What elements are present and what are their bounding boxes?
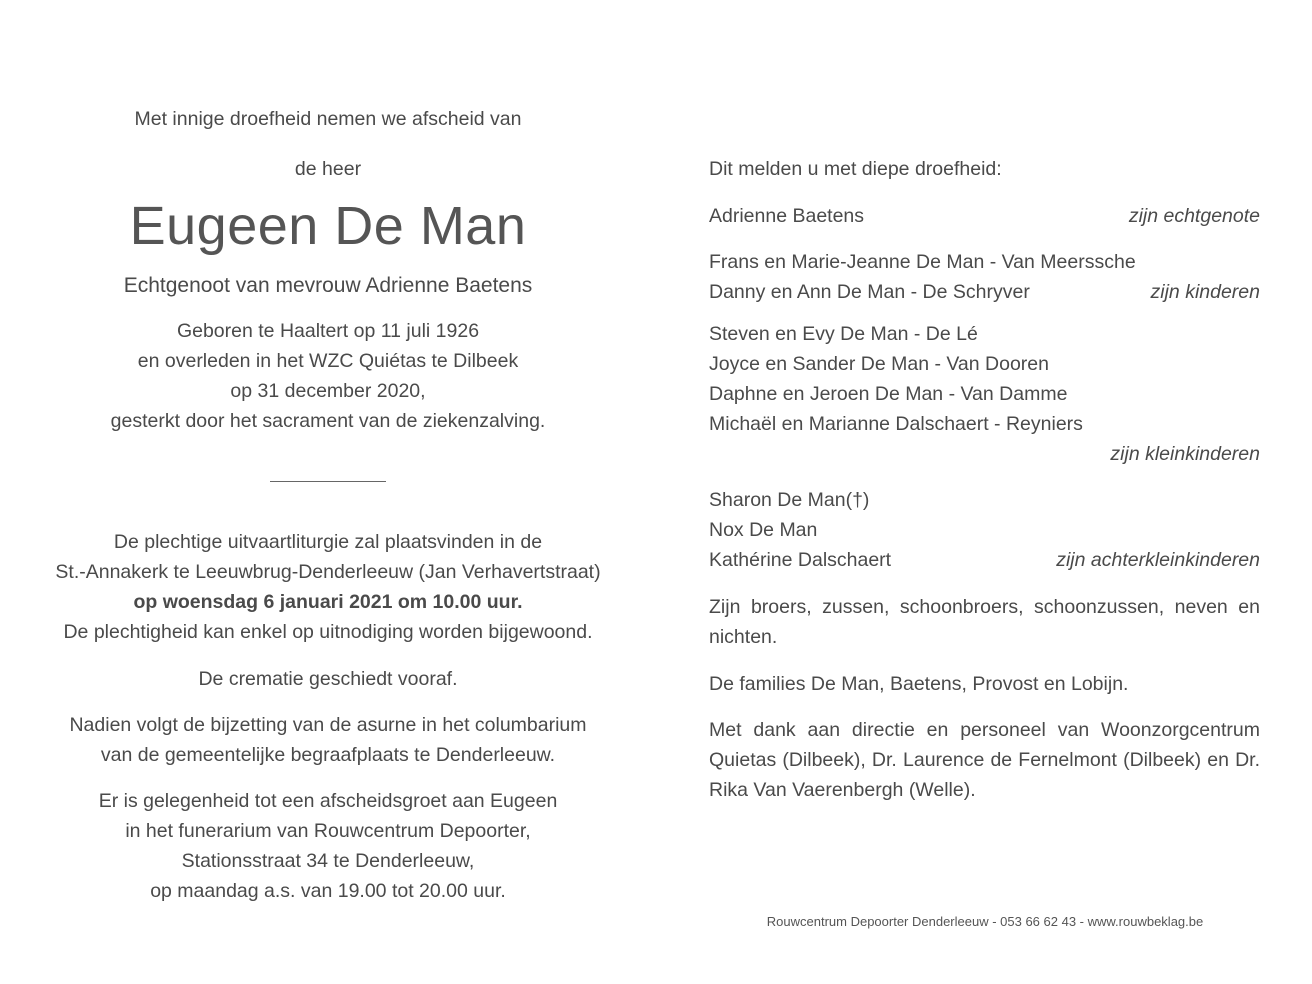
liturgy-line: De plechtigheid kan enkel op uitnodiging worden bijgewoond.	[63, 621, 593, 643]
farewell-block	[28, 786, 628, 906]
divider	[270, 481, 386, 482]
intro-text: Met innige droefheid nemen we afscheid van	[134, 108, 522, 130]
child-row	[709, 277, 1260, 307]
families-paragraph: De families De Man, Baetens, Provost en Lobijn.	[709, 673, 1129, 695]
liturgy-block	[28, 527, 628, 647]
grandchild-row: Joyce en Sander De Man - Van Dooren	[709, 353, 1049, 375]
farewell-line: Er is gelegenheid tot een afscheidsgroet aan Eugeen	[98, 790, 558, 812]
great-grandchildren-role: zijn achterkleinkinderen	[1056, 549, 1260, 571]
liturgy-line: De plechtige uitvaartliturgie zal plaatsvinden in de	[113, 531, 543, 553]
mourners-heading: Dit melden u met diepe droefheid:	[709, 158, 1002, 180]
urn-block	[28, 710, 628, 770]
bio-line: Geboren te Haaltert op 11 juli 1926	[176, 320, 480, 342]
grandchildren-role: zijn kleinkinderen	[1110, 443, 1260, 465]
grandchild-row: Daphne en Jeroen De Man - Van Damme	[709, 383, 1068, 405]
great-grandchild-row: Sharon De Man(†)	[709, 489, 870, 511]
grandchild-row: Steven en Evy De Man - De Lé	[709, 323, 978, 345]
spouse-line: Echtgenoot van mevrouw Adrienne Baetens	[123, 274, 533, 297]
footer-contact: Rouwcentrum Depoorter Denderleeuw - 053 66 62 43 - www.rouwbeklag.be	[766, 914, 1204, 929]
farewell-line: Stationsstraat 34 te Denderleeuw,	[181, 850, 475, 872]
urn-line: van de gemeentelijke begraafplaats te Denderleeuw.	[100, 744, 556, 766]
child-name: Danny en Ann De Man - De Schryver	[709, 281, 1030, 303]
deceased-name: Eugeen De Man	[129, 196, 527, 256]
spouse-role: zijn echtgenote	[1128, 205, 1260, 227]
bio-block	[28, 316, 628, 436]
bio-line: gesterkt door het sacrament van de ziekenzalving.	[110, 410, 546, 432]
great-grandchild-name: Kathérine Dalschaert	[709, 549, 892, 571]
farewell-line: op maandag a.s. van 19.00 tot 20.00 uur.	[150, 880, 506, 902]
bio-line: en overleden in het WZC Quiétas te Dilbeek	[137, 350, 519, 372]
liturgy-line: St.-Annakerk te Leeuwbrug-Denderleeuw (Jan Verhavertstraat)	[55, 561, 601, 583]
thanks-paragraph: Met dank aan directie en personeel van Woonzorgcentrum Quietas (Dilbeek), Dr. Laurence de Fernelmont (Dilbeek) en Dr. Rika Van Vaerenbergh (Welle).	[709, 719, 1260, 801]
grandchild-row: Michaël en Marianne Dalschaert - Reyniers	[709, 413, 1083, 435]
cremation-line: De crematie geschiedt vooraf.	[198, 668, 458, 690]
spouse-row	[709, 201, 1260, 231]
children-role: zijn kinderen	[1150, 281, 1260, 303]
child-row: Frans en Marie-Jeanne De Man - Van Meerssche	[709, 251, 1136, 273]
urn-line: Nadien volgt de bijzetting van de asurne in het columbarium	[69, 714, 587, 736]
siblings-paragraph: Zijn broers, zussen, schoonbroers, schoonzussen, neven en nichten.	[709, 596, 1260, 648]
great-grandchild-row: Nox De Man	[709, 519, 818, 541]
great-grandchild-row	[709, 545, 1260, 575]
spouse-name: Adrienne Baetens	[709, 205, 865, 227]
farewell-line: in het funerarium van Rouwcentrum Depoorter,	[125, 820, 531, 842]
bio-line: op 31 december 2020,	[230, 380, 426, 402]
title-prefix: de heer	[294, 158, 362, 180]
cremation-block	[28, 664, 628, 694]
liturgy-date: op woensdag 6 januari 2021 om 10.00 uur.	[133, 591, 523, 613]
